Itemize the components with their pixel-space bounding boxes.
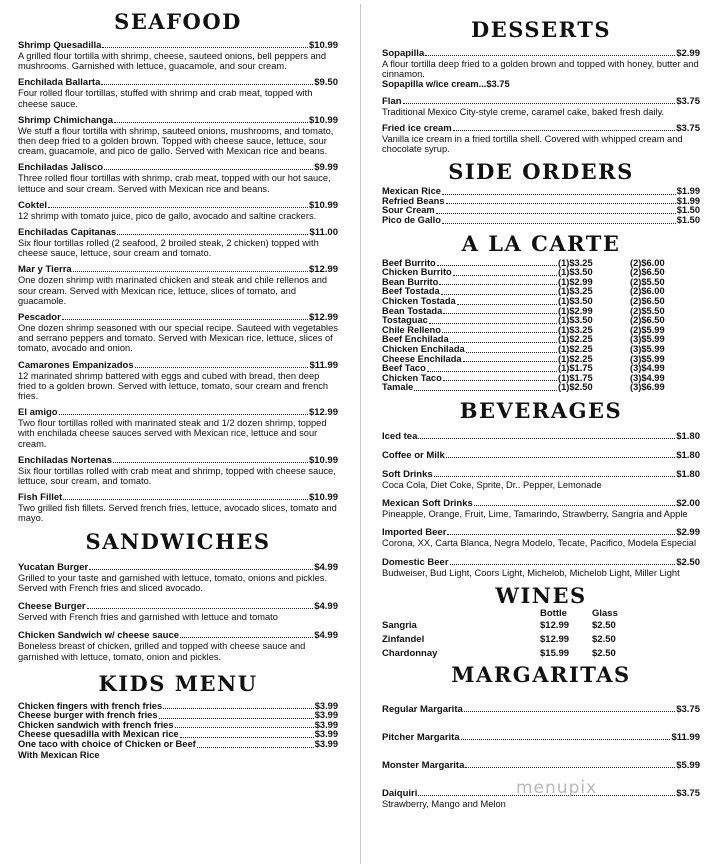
dot-leader xyxy=(180,630,313,638)
multi-price: (2)$6.50 xyxy=(630,267,665,278)
item-description: Budweiser, Bud Light, Coors Light, Michelob, Michelob Light, Miller Light xyxy=(382,567,680,578)
item-description: Three rolled flour tortillas with shrimp, crab meat, topped with our hot sauce, lettuce and sour cream. Served with Mexican rice and beans. xyxy=(18,173,331,194)
margaritas-heading: MARGARITAS xyxy=(451,661,631,687)
item-name: Daiquiri xyxy=(382,787,418,799)
item-description: Grilled to your taste and garnished with lettuce, tomato, onions and pickles. Served with French fries and sliced avocado. xyxy=(18,572,328,593)
item-name: Shrimp Chimichanga xyxy=(18,114,114,126)
multi-price: (3)$5.99 xyxy=(630,343,665,354)
item-description: Six flour tortillas rolled with crab meat and shrimp, topped with cheese sauce, lettuce, sour cream, and tomato. xyxy=(18,465,336,487)
menu-item-line xyxy=(18,407,338,418)
menu-item xyxy=(382,48,700,90)
dot-leader xyxy=(443,307,557,315)
menu-item-line xyxy=(18,562,338,573)
dot-leader xyxy=(450,557,676,565)
dot-leader xyxy=(89,562,313,570)
dot-leader xyxy=(63,492,308,500)
dot-leader xyxy=(87,601,314,609)
wines-bottle-header: Bottle xyxy=(540,607,567,619)
item-description: Six flour tortillas rolled (2 seafood, 2 broiled steak, 2 chicken) topped with cheese sauce, lettuce, sour cream and tomato. xyxy=(18,238,319,259)
side-order-item xyxy=(382,216,700,226)
item-name: Cheese Enchilada xyxy=(382,353,462,364)
single-price: (1)$2.25 xyxy=(558,334,593,345)
watermark-logo: menupix xyxy=(516,778,598,798)
item-description: A grilled flour tortilla with shrimp, cheese, sauteed onions, bell peppers and mushrooms. Garnished with lettuce, guacamole, and sour cream. xyxy=(18,51,327,72)
single-price: (1)$1.75 xyxy=(558,363,593,374)
menu-item xyxy=(18,200,338,221)
menu-item-line xyxy=(18,264,338,275)
dot-leader xyxy=(442,216,676,224)
menu-item xyxy=(382,123,700,154)
item-price: $4.99 xyxy=(314,630,338,642)
item-description: Served with French fries and garnished with lettuce and tomato xyxy=(18,612,278,623)
item-price: $3.99 xyxy=(314,719,338,730)
menu-item xyxy=(18,601,338,622)
menu-item xyxy=(18,455,338,486)
dot-leader xyxy=(439,278,557,286)
dot-leader xyxy=(474,498,675,506)
item-price: $4.99 xyxy=(314,561,338,573)
item-description: Strawberry, Mango and Melon xyxy=(382,798,506,809)
menu-item-line xyxy=(18,227,338,238)
item-name: Sopapilla xyxy=(382,48,425,59)
item-name: Pitcher Margarita xyxy=(382,731,460,743)
item-name: Pico de Gallo xyxy=(382,215,441,225)
a-la-carte-list xyxy=(382,259,700,393)
menu-item xyxy=(18,77,338,108)
item-extra: Sopapilla w/ice cream...$3.75 xyxy=(382,79,510,90)
single-price: (1)$2.25 xyxy=(558,343,593,354)
item-name: Monster Margarita xyxy=(382,759,465,771)
wine-bottle-price: $15.99 xyxy=(540,647,570,659)
item-price: $10.99 xyxy=(308,492,338,504)
multi-price: (3)$5.99 xyxy=(630,353,665,364)
item-name: Soft Drinks xyxy=(382,468,433,480)
single-price: (1)$3.50 xyxy=(558,295,593,306)
column-divider xyxy=(360,4,361,864)
item-name: Enchiladas Capitanas xyxy=(18,227,117,239)
single-price: (1)$2.25 xyxy=(558,353,593,364)
kids-menu-heading: KIDS MENU xyxy=(98,670,258,696)
item-name: Iced tea xyxy=(382,430,418,442)
a-la-carte-heading: A LA CARTE xyxy=(461,230,621,256)
item-description: Pineapple, Orange, Fruit, Lime, Tamarindo, Strawberry, Sangria and Apple xyxy=(382,509,688,520)
item-price: $1.80 xyxy=(676,430,700,442)
item-name: Coffee or Milk xyxy=(382,449,445,461)
menu-item-line xyxy=(18,492,338,503)
seafood-list xyxy=(18,40,338,524)
dot-leader xyxy=(436,206,676,214)
item-name: Beef Burrito xyxy=(382,257,436,268)
menu-item-line xyxy=(18,162,338,173)
dot-leader xyxy=(104,162,313,170)
item-name: Domestic Beer xyxy=(382,556,449,568)
item-price: $3.99 xyxy=(314,710,338,721)
dot-leader xyxy=(450,335,557,343)
menu-item-line xyxy=(382,527,700,538)
multi-price: (3)$4.99 xyxy=(630,372,665,383)
wines-glass-header: Glass xyxy=(592,607,618,619)
desserts-list xyxy=(382,48,700,154)
item-name: Beef Tostada xyxy=(382,286,440,297)
menu-item xyxy=(18,115,338,157)
item-name: Enchiladas Jalisco xyxy=(18,162,104,174)
item-name: El amigo xyxy=(18,407,58,419)
item-name: Cheese quesadilla with Mexican rice xyxy=(18,729,179,740)
desserts-heading: DESSERTS xyxy=(471,17,611,42)
single-price: (1)$2.50 xyxy=(558,382,593,393)
item-name: Cheese Burger xyxy=(18,601,86,613)
wine-glass-price: $2.50 xyxy=(592,633,616,645)
dot-leader xyxy=(403,96,676,104)
dot-leader xyxy=(437,259,557,267)
item-price: $11.99 xyxy=(309,359,338,371)
item-name: Regular Margarita xyxy=(382,703,463,715)
menu-item-line xyxy=(382,469,700,480)
menu-item-line xyxy=(382,123,700,134)
dot-leader xyxy=(441,287,557,295)
dot-leader xyxy=(48,200,308,208)
multi-price: (3)$4.99 xyxy=(630,363,665,374)
dot-leader xyxy=(62,312,308,320)
menu-item-line xyxy=(382,431,700,442)
item-name: Fish Fillet xyxy=(18,492,63,504)
single-price: (1)$3.50 xyxy=(558,315,593,326)
multi-price: (2)$6.00 xyxy=(630,257,665,268)
item-price: $4.99 xyxy=(314,601,338,613)
menu-item xyxy=(18,492,338,523)
item-name: Refried Beans xyxy=(382,195,445,206)
item-description: Traditional Mexico City-style creme, caramel cake, baked fresh daily. xyxy=(382,106,665,117)
item-price: $11.99 xyxy=(671,731,700,743)
item-name: Coktel xyxy=(18,199,48,211)
item-description: Four rolled flour tortillas, stuffed with shrimp and crab meat, topped with cheese sauce. xyxy=(18,88,313,109)
item-name: Chicken Sandwich w/ cheese sauce xyxy=(18,630,180,642)
menu-item xyxy=(18,40,338,71)
menu-item xyxy=(18,630,338,661)
single-price: (1)$1.75 xyxy=(558,372,593,383)
single-price: (1)$3.25 xyxy=(558,286,593,297)
item-description: We stuff a flour tortilla with shrimp, sauteed onions, mushrooms, and tomato, then deep fried to a golden brown. Topped with cheese sauce, lettuce, sour cream, guacamole, and pico de gallo. Served with Mexican rice and beans. xyxy=(18,125,334,157)
item-description: One dozen shrimp with marinated chicken and steak and chile rellenos and sour cream. Served with Mexican rice, lettuce, slices of tomato, and guacamole. xyxy=(18,275,328,306)
item-price: $1.50 xyxy=(676,205,700,216)
dot-leader xyxy=(427,364,557,372)
item-name: Chicken sandwich with french fries xyxy=(18,719,174,730)
menu-item-line xyxy=(382,732,700,743)
menu-item-line xyxy=(382,96,700,107)
dot-leader xyxy=(197,740,314,748)
item-price: $10.99 xyxy=(308,40,338,51)
item-price: $3.99 xyxy=(314,700,338,711)
wine-row xyxy=(382,633,700,647)
menu-item xyxy=(382,557,700,578)
item-price: $10.99 xyxy=(308,454,338,466)
item-description: One dozen shrimp seasoned with our special recipe. Sauteed with vegetables and serrano peppers and tomato. Served with Mexican rice, lettuce, slices of tomato, avocado and onion. xyxy=(18,323,338,354)
item-name: Bean Tostada xyxy=(382,305,443,316)
item-name: Chicken Enchilada xyxy=(382,343,465,354)
item-name: Bean Burrito xyxy=(382,276,439,287)
dot-leader xyxy=(461,732,671,740)
item-price: $2.00 xyxy=(676,498,700,510)
menu-item-line xyxy=(382,498,700,509)
dot-leader xyxy=(457,297,557,305)
dot-leader xyxy=(442,326,557,334)
item-price: $9.99 xyxy=(314,162,338,174)
menu-item xyxy=(382,450,700,461)
wine-row xyxy=(382,647,700,661)
item-price: $1.99 xyxy=(676,195,700,206)
item-name: Chicken fingers with french fries xyxy=(18,700,163,711)
single-price: (1)$2.99 xyxy=(558,276,593,287)
item-name: Pescador xyxy=(18,312,61,324)
item-name: Tostaguac xyxy=(382,315,428,326)
item-description: Coca Cola, Diet Coke, Sprite, Dr.. Pepper, Lemonade xyxy=(382,479,602,490)
side-orders-list xyxy=(382,187,700,225)
dot-leader xyxy=(73,264,308,272)
item-price: $5.99 xyxy=(676,759,700,771)
item-name: Cheese burger with french fries xyxy=(18,710,158,721)
multi-price: (2)$5.50 xyxy=(630,276,665,287)
item-price: $3.99 xyxy=(314,739,338,750)
item-name: Mexican Rice xyxy=(382,186,441,197)
item-price: $1.50 xyxy=(676,215,700,225)
menu-item-line xyxy=(18,77,338,88)
item-name: Chicken Burrito xyxy=(382,267,452,278)
menu-item-line xyxy=(18,630,338,641)
item-description: Two flour tortillas rolled with marinated steak and 1/2 dozen shrimp, topped with enchilada cheese sauces served with Mexican rice, lettuce and sour cream. xyxy=(18,418,327,449)
item-description: Boneless breast of chicken, grilled and topped with cheese sauce and garnished with lettuce, tomato, onion and pickles. xyxy=(18,641,306,662)
dot-leader xyxy=(180,730,314,738)
dot-leader xyxy=(447,527,675,535)
seafood-heading: SEAFOOD xyxy=(114,9,242,34)
menu-item-line xyxy=(382,450,700,461)
item-price: $12.99 xyxy=(308,407,338,419)
wine-row xyxy=(382,619,700,633)
sandwiches-list xyxy=(18,562,338,662)
menu-item xyxy=(18,162,338,193)
dot-leader xyxy=(466,345,557,353)
item-name: Beef Taco xyxy=(382,363,426,374)
a-la-carte-item xyxy=(382,383,672,393)
item-price: $3.99 xyxy=(314,729,338,740)
item-name: Beef Enchilada xyxy=(382,334,449,345)
dot-leader xyxy=(465,760,675,768)
sandwiches-heading: SANDWICHES xyxy=(85,528,271,554)
menu-item xyxy=(18,562,338,593)
side-orders-heading: SIDE ORDERS xyxy=(448,159,634,185)
item-name: Yucatan Burger xyxy=(18,561,89,573)
dot-leader xyxy=(463,355,557,363)
menu-item-line xyxy=(18,455,338,466)
item-name: Chicken Taco xyxy=(382,372,442,383)
dot-leader xyxy=(446,450,675,458)
dot-leader xyxy=(101,77,313,85)
dot-leader xyxy=(446,197,676,205)
item-description: Corona, XX, Carta Blanca, Negra Modelo, Tecate, Pacifico, Modela Especial xyxy=(382,538,697,549)
dot-leader xyxy=(59,407,308,415)
item-name: One taco with choice of Chicken or Beef xyxy=(18,739,196,750)
dot-leader xyxy=(113,455,308,463)
menu-item xyxy=(382,732,700,743)
wine-glass-price: $2.50 xyxy=(592,647,616,659)
menu-item-line xyxy=(18,115,338,126)
wine-bottle-price: $12.99 xyxy=(540,633,570,645)
item-name: Enchiladas Nortenas xyxy=(18,454,112,466)
item-name: Mexican Soft Drinks xyxy=(382,498,473,510)
left-column xyxy=(18,0,338,760)
dot-leader xyxy=(429,316,557,324)
wine-name: Zinfandel xyxy=(382,633,425,645)
multi-price: (2)$6.50 xyxy=(630,315,665,326)
multi-price: (2)$6.00 xyxy=(630,286,665,297)
kids-menu-list xyxy=(18,702,338,750)
item-price: $12.99 xyxy=(308,264,338,276)
single-price: (1)$3.50 xyxy=(558,267,593,278)
item-description: A flour tortilla deep fried to a golden brown and topped with honey, butter and cinnamon. xyxy=(382,59,699,80)
wine-glass-price: $2.50 xyxy=(592,619,616,631)
dot-leader xyxy=(163,702,314,710)
item-name: Sour Cream xyxy=(382,205,435,216)
dot-leader xyxy=(418,431,675,439)
item-price: $3.75 xyxy=(676,703,700,715)
multi-price: (3)$5.99 xyxy=(630,334,665,345)
single-price: (1)$3.25 xyxy=(558,257,593,268)
dot-leader xyxy=(442,187,676,195)
item-price: $3.75 xyxy=(676,95,700,107)
menu-item-line xyxy=(18,312,338,323)
item-price: $3.75 xyxy=(676,122,700,134)
item-price: $1.80 xyxy=(676,449,700,461)
dot-leader xyxy=(453,123,676,131)
item-price: $2.50 xyxy=(676,556,700,568)
menu-item xyxy=(382,498,700,519)
item-price: $10.99 xyxy=(308,114,338,126)
dot-leader xyxy=(414,383,557,391)
item-name: Chile Relleno xyxy=(382,324,441,335)
wine-name: Sangria xyxy=(382,619,417,631)
dot-leader xyxy=(175,721,314,729)
single-price: (1)$3.25 xyxy=(558,324,593,335)
item-price: $10.99 xyxy=(308,199,338,211)
dot-leader xyxy=(135,360,309,368)
wines-heading: WINES xyxy=(495,582,587,608)
menu-item xyxy=(382,704,700,715)
item-name: Imported Beer xyxy=(382,527,447,539)
dot-leader xyxy=(464,704,675,712)
item-description: 12 shrimp with tomato juice, pico de gallo, avocado and saltine crackers. xyxy=(18,210,317,221)
right-column xyxy=(382,0,700,809)
menu-item xyxy=(18,227,338,258)
wine-name: Chardonnay xyxy=(382,647,438,659)
dot-leader xyxy=(117,227,308,235)
wines-column-headers xyxy=(382,608,700,619)
item-price: $2.99 xyxy=(676,527,700,539)
wines-list xyxy=(382,619,700,661)
item-name: Shrimp Quesadilla xyxy=(18,40,102,51)
menu-item xyxy=(18,407,338,449)
dot-leader xyxy=(443,374,557,382)
menu-item xyxy=(382,527,700,548)
menu-item xyxy=(18,264,338,306)
item-price: $12.99 xyxy=(308,312,338,324)
kids-menu-item xyxy=(18,740,338,750)
dot-leader xyxy=(114,115,308,123)
menu-item xyxy=(18,312,338,354)
dot-leader xyxy=(434,469,676,477)
dot-leader xyxy=(159,711,314,719)
item-name: Fried ice cream xyxy=(382,122,452,134)
item-price: $2.99 xyxy=(676,48,700,59)
dot-leader xyxy=(453,268,557,276)
menu-item xyxy=(18,360,338,402)
menu-item-line xyxy=(382,760,700,771)
multi-price: (3)$6.99 xyxy=(630,382,665,393)
multi-price: (2)$5.50 xyxy=(630,305,665,316)
dot-leader xyxy=(102,40,308,48)
menu-item-line xyxy=(18,601,338,612)
menu-item xyxy=(382,469,700,490)
dot-leader xyxy=(425,48,675,56)
item-name: Flan xyxy=(382,95,402,107)
item-price: $11.00 xyxy=(309,227,338,239)
wine-bottle-price: $12.99 xyxy=(540,619,570,631)
item-price: $1.99 xyxy=(676,186,700,197)
item-name: Camarones Empanizados xyxy=(18,359,134,371)
item-name: Enchilada Ballarta xyxy=(18,77,101,89)
menu-item-line xyxy=(382,48,700,59)
multi-price: (2)$6.50 xyxy=(630,295,665,306)
menu-item xyxy=(382,96,700,117)
menu-item-line xyxy=(382,557,700,568)
multi-price: (2)$5.99 xyxy=(630,324,665,335)
item-description: 12 marinated shrimp battered with eggs and cubed with bread, then deep fried to a golden brown. Served with lettuce, tomato, sour cream and french fries. xyxy=(18,370,329,402)
menu-item-line xyxy=(382,704,700,715)
beverages-heading: BEVERAGES xyxy=(459,397,623,423)
a-la-carte-item xyxy=(382,374,672,384)
menu-item-line xyxy=(18,360,338,371)
menu-item xyxy=(382,760,700,771)
item-description: Vanilla ice cream in a fried tortilla shell. Covered with whipped cream and chocolate syrup. xyxy=(382,133,683,155)
item-name: Tamale xyxy=(382,382,414,393)
menu-item-line xyxy=(18,40,338,51)
item-price: $1.80 xyxy=(676,468,700,480)
menu-item xyxy=(382,431,700,442)
item-price: $3.75 xyxy=(676,787,700,799)
menu-item-line xyxy=(18,200,338,211)
item-name: Chicken Tostada xyxy=(382,295,456,306)
item-name: Mar y Tierra xyxy=(18,264,72,276)
kids-menu-note: With Mexican Rice xyxy=(18,749,100,760)
item-price: $9.50 xyxy=(314,77,338,89)
single-price: (1)$2.99 xyxy=(558,305,593,316)
beverages-list xyxy=(382,431,700,578)
item-description: Two grilled fish fillets. Served french fries, lettuce, avocado slices, tomato and mayo. xyxy=(18,503,337,524)
